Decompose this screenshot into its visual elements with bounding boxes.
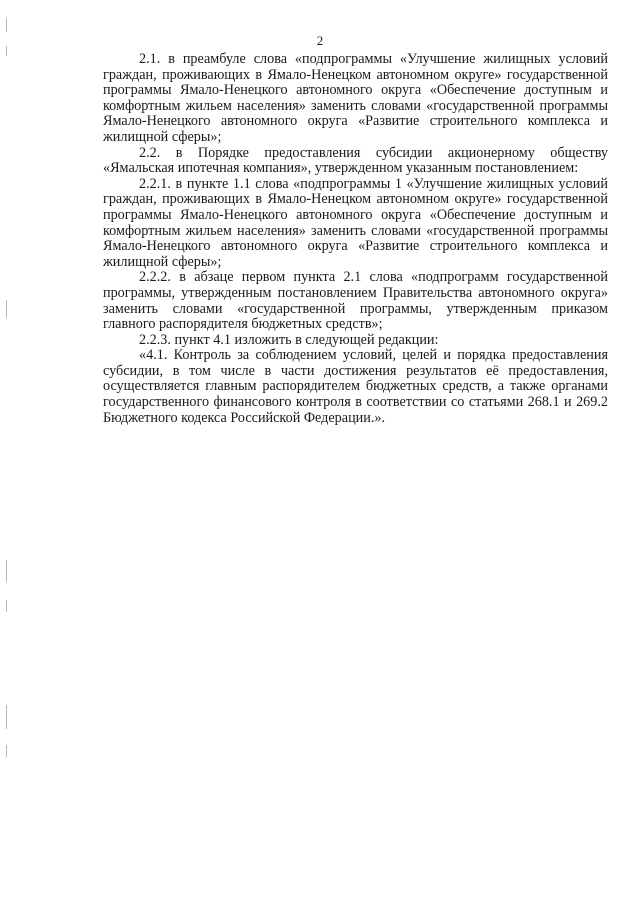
- paragraph-2-1: 2.1. в преамбуле слова «подпрограммы «Улучшение жилищных условий граждан, проживающих в Ямало-Ненецком автономном округе» государственной программы Ямало-Ненецкого автономного округа «Обеспечение доступным и комфортным жильем населения» заменить словами «государственной программы Ямало-Ненецкого автономного округа «Развитие строительного комплекса и жилищной сферы»;: [103, 51, 608, 145]
- paragraph-2-2-3: 2.2.3. пункт 4.1 изложить в следующей редакции:: [139, 331, 439, 348]
- page-number: 2: [316, 33, 324, 48]
- binding-tick: [6, 600, 7, 612]
- document-body: [103, 52, 608, 426]
- binding-tick: [6, 300, 7, 318]
- paragraph-2-2: 2.2. в Порядке предоставления субсидии акционерному обществу «Ямальская ипотечная компания», утвержденном указанным постановлением:: [103, 144, 608, 177]
- binding-tick: [6, 705, 7, 729]
- paragraph-4-1-quote: «4.1. Контроль за соблюдением условий, целей и порядка предоставления субсидии, в том числе в части достижения результатов её предоставления, осуществляется главным распорядителем бюджетных средств, а также органами государственного финансового контроля в соответствии со статьями 268.1 и 269.2 Бюджетного кодекса Российской Федерации.».: [103, 347, 608, 426]
- paragraph-2-2-1: 2.2.1. в пункте 1.1 слова «подпрограммы 1 «Улучшение жилищных условий граждан, проживающих в Ямало-Ненецком автономном округе» государственной программы Ямало-Ненецкого автономного округа «Обеспечение доступным и комфортным жильем населения» заменить словами «государственной программы Ямало-Ненецкого автономного округа «Развитие строительного комплекса и жилищной сферы»;: [103, 175, 608, 270]
- binding-tick: [6, 18, 7, 32]
- binding-tick: [6, 560, 7, 582]
- binding-tick: [6, 745, 7, 757]
- binding-margin-marks: [6, 0, 9, 905]
- paragraph-2-2-2: 2.2.2. в абзаце первом пункта 2.1 слова «подпрограмм государственной программы, утвержденным постановлением Правительства автономного округа» заменить словами «государственной программы, утвержденным приказом главного распорядителя бюджетных средств»;: [103, 269, 608, 333]
